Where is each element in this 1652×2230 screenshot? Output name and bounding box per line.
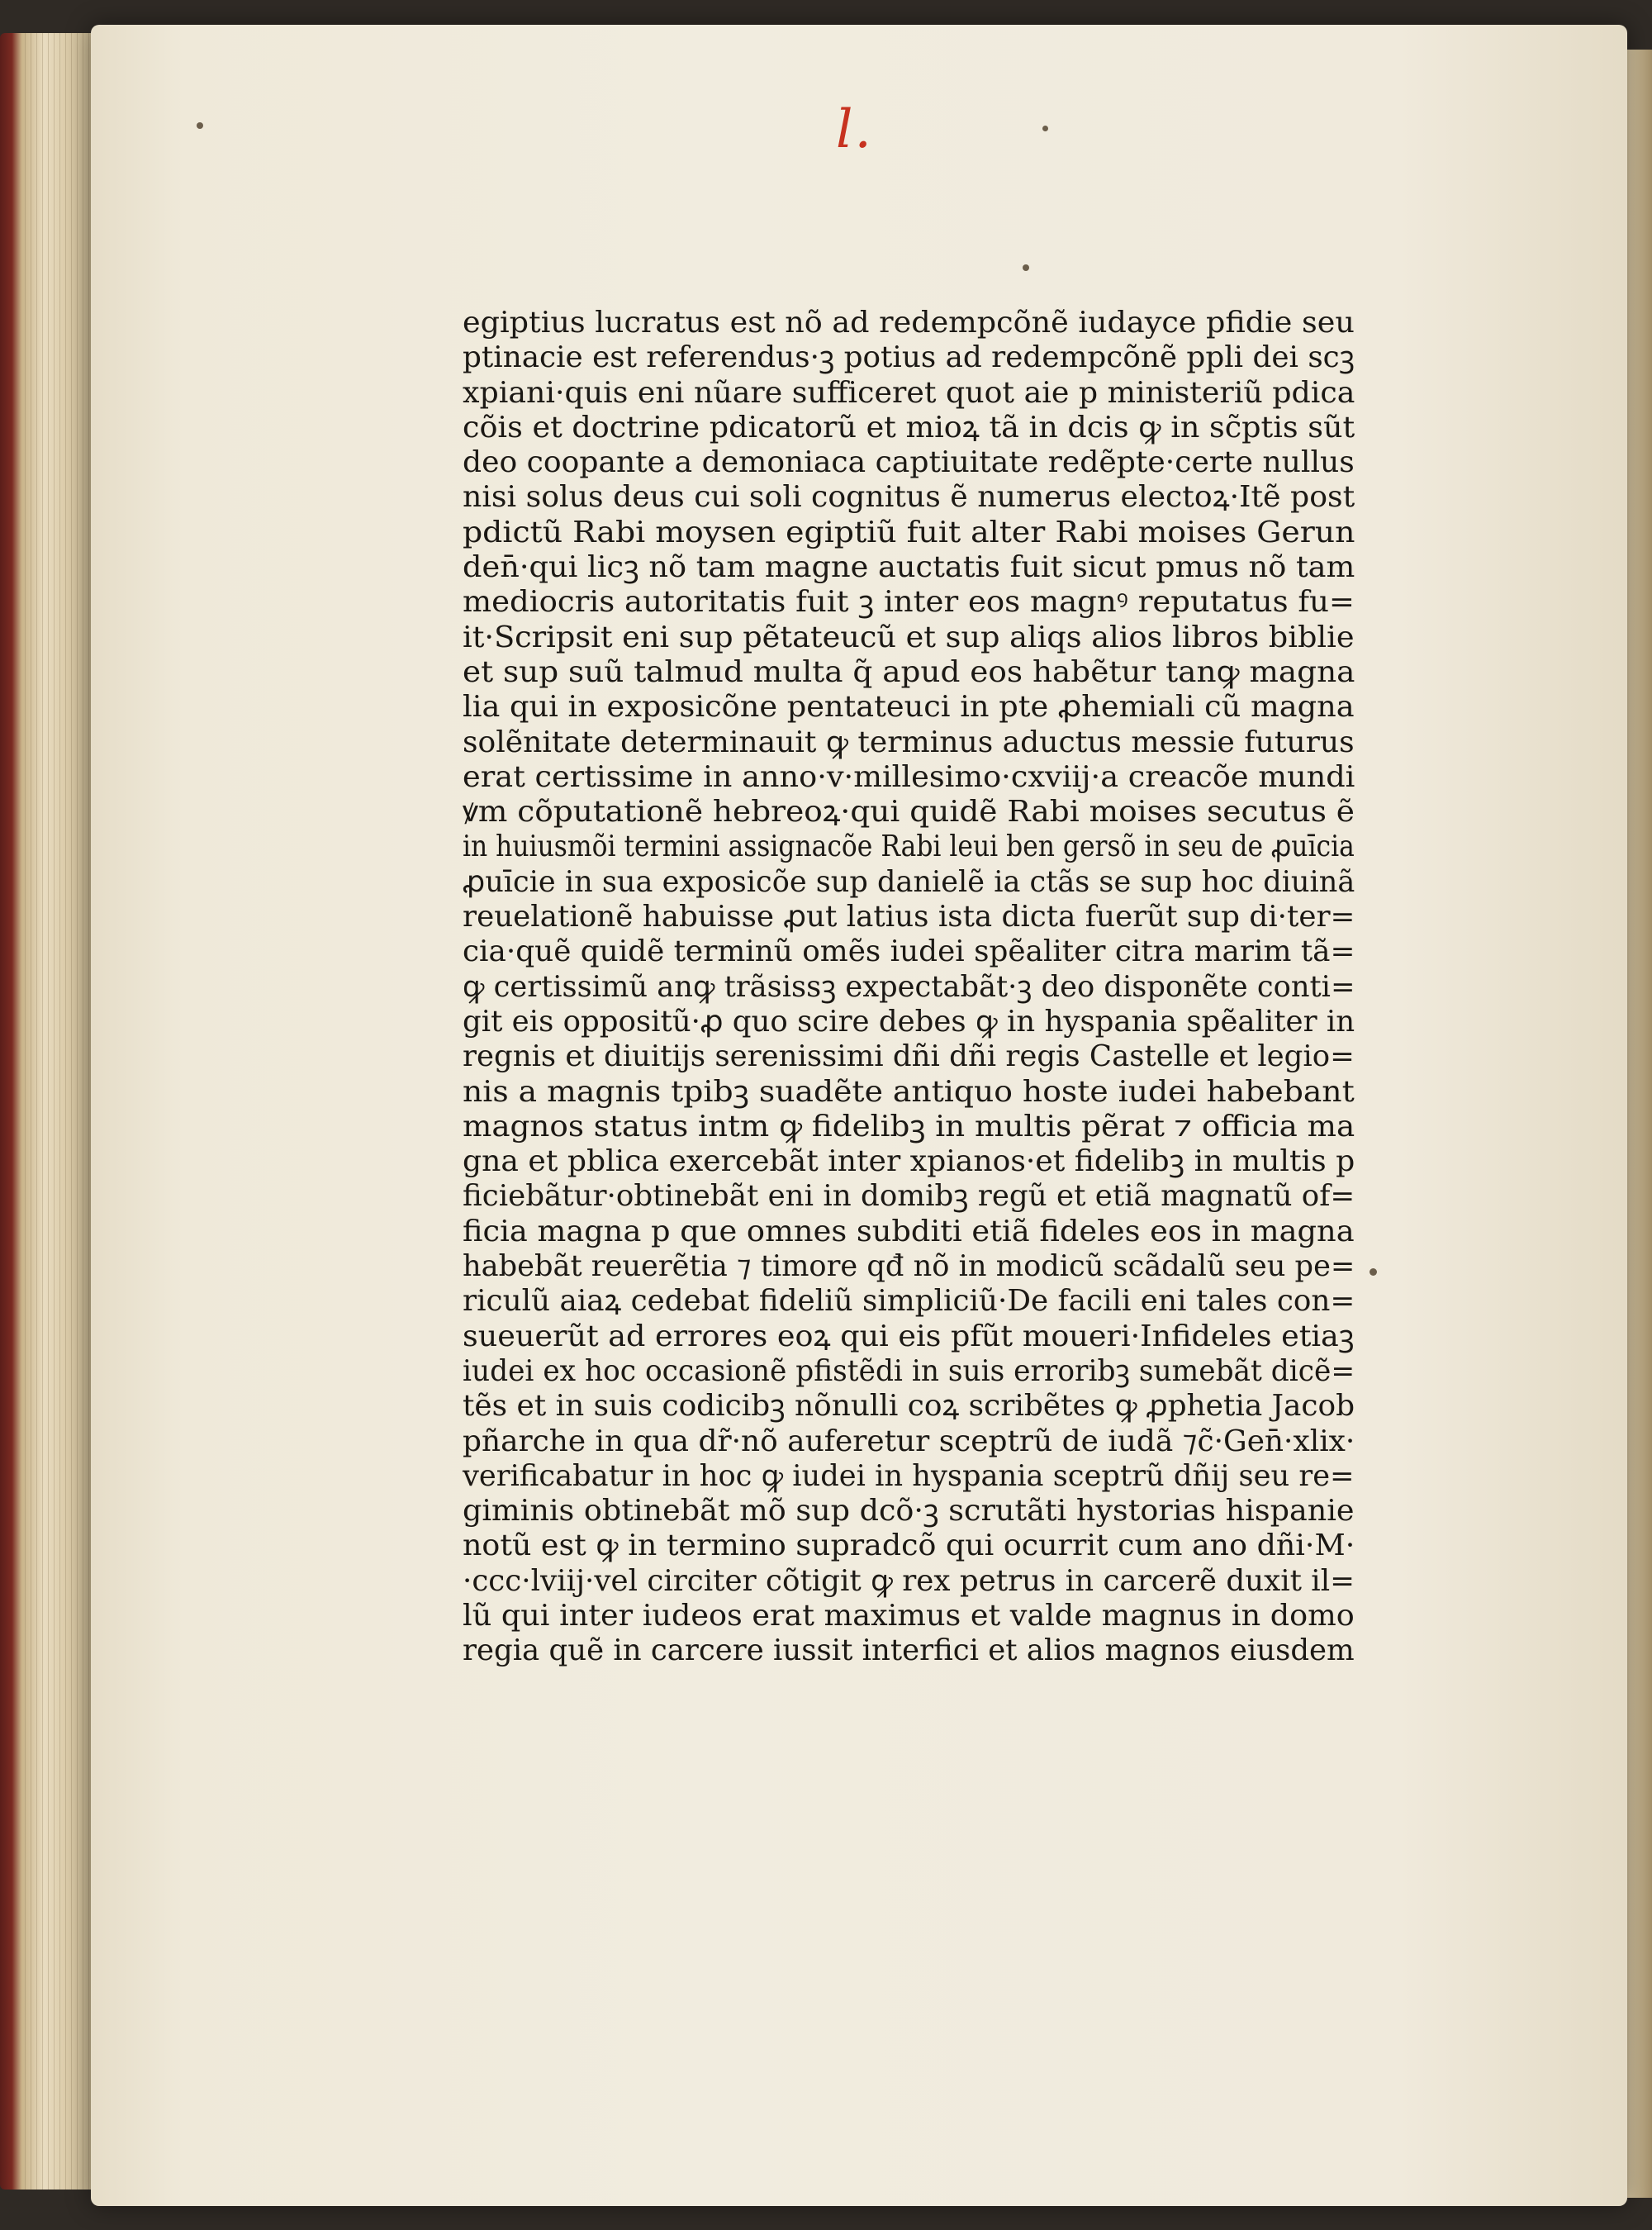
text-line: den̄·qui licꝫ nõ tam magne auctatis fuit sicut pmus nõ tam	[463, 550, 1355, 585]
text-line: erat certissime in anno·v·millesimo·cxviij·a creacõe mundi	[463, 759, 1355, 794]
text-line: tẽs et in suis codicibꝫ nõnulli coꝝ scribẽtes ꝙ ꝓphetia Jacob	[463, 1389, 1355, 1424]
text-line: iudei ex hoc occasionẽ pfistẽdi in suis erroribꝫ sumebãt dicẽ=	[463, 1353, 1355, 1388]
text-line: git eis oppositũ·ꝓ quo scire debes ꝙ in hyspania spẽaliter in	[463, 1004, 1355, 1039]
foxing-spot	[1042, 126, 1048, 131]
text-line: notũ est ꝙ in termino supradcõ qui ocurrit cum ano dñi·M·	[463, 1529, 1355, 1563]
text-line: ꝟm cõputationẽ hebreoꝝ·qui quidẽ Rabi moises secutus ẽ	[463, 795, 1355, 830]
text-line: riculũ aiaꝝ cedebat fideliũ simpliciũ·De facili eni tales con=	[463, 1284, 1355, 1319]
text-line: nis a magnis tpibꝫ suadẽte antiquo hoste iudei habebant	[463, 1074, 1355, 1109]
text-line: giminis obtinebãt mõ sup dcõ·ꝫ scrutãti hystorias hispanie	[463, 1494, 1355, 1529]
text-line: ·ccc·lviij·vel circiter cõtigit ꝙ rex petrus in carcerẽ duxit il=	[463, 1563, 1355, 1598]
text-line: gna et pblica exercebãt inter xpianos·et fidelibꝫ in multis p	[463, 1144, 1355, 1179]
main-text-block	[463, 306, 1355, 1669]
foxing-spot	[1370, 1268, 1377, 1276]
text-line: magnos status intm ꝙ fidelibꝫ in multis pẽrat ⁊ officia ma	[463, 1109, 1355, 1144]
foxing-spot	[1023, 264, 1029, 271]
text-line: mediocris autoritatis fuit ꝫ inter eos magnꝰ reputatus fu=	[463, 585, 1355, 620]
text-line: ficia magna p que omnes subditi etiã fideles eos in magna	[463, 1214, 1355, 1248]
text-line: deo coopante a demoniaca captiuitate redẽpte·certe nullus	[463, 445, 1355, 480]
text-line: ficiebãtur·obtinebãt eni in domibꝫ regũ et etiã magnatũ of=	[463, 1179, 1355, 1214]
text-line: reuelationẽ habuisse ꝓut latius ista dicta fuerũt sup di·ter=	[463, 900, 1355, 934]
text-line: nisi solus deus cui soli cognitus ẽ numerus electoꝝ·Itẽ post	[463, 480, 1355, 515]
text-line: pdictũ Rabi moysen egiptiũ fuit alter Rabi moises Gerun	[463, 515, 1355, 549]
text-line: ꝓuīcie in sua exposicõe sup danielẽ ia ctãs se sup hoc diuinã	[463, 864, 1355, 899]
text-line: xpiani·quis eni nũare sufficeret quot aie p ministeriũ pdica	[463, 375, 1355, 410]
text-line: regia quẽ in carcere iussit interfici et alios magnos eiusdem	[463, 1633, 1355, 1668]
text-line: habebãt reuerẽtia ⁊ timore qđ nõ in modicũ scãdalũ seu pe=	[463, 1249, 1355, 1284]
foxing-spot	[197, 122, 203, 129]
page-edges-left	[0, 33, 99, 2190]
text-line: in huiusmõi termini assignacõe Rabi leui ben gersõ in seu de ꝓuīcia	[463, 830, 1355, 864]
text-line: cia·quẽ quidẽ terminũ omẽs iudei spẽaliter citra marim tã=	[463, 934, 1355, 969]
text-line: it·Scripsit eni sup pẽtateucũ et sup aliqs alios libros biblie	[463, 620, 1355, 654]
text-line: egiptius lucratus est nõ ad redempcõnẽ iudayce pfidie seu	[463, 306, 1355, 340]
text-line: cõis et doctrine pdicatorũ et mioꝝ tã in dcis ꝙ in sc̃ptis sũt	[463, 410, 1355, 445]
text-line: ꝙ certissimũ anꝙ trãsissꝫ expectabãt·ꝫ deo disponẽte conti=	[463, 969, 1355, 1004]
text-line: et sup suũ talmud multa q̃ apud eos habẽtur tanꝙ magna	[463, 654, 1355, 689]
text-line: sueuerũt ad errores eoꝝ qui eis pfũt moueri·Infideles etiaꝫ	[463, 1319, 1355, 1353]
text-line: ptinacie est referendus·ꝫ potius ad redempcõnẽ ppli dei scꝫ	[463, 340, 1355, 375]
text-line: solẽnitate determinauit ꝙ terminus aductus messie futurus	[463, 725, 1355, 759]
folio-number: l.	[836, 99, 873, 160]
text-line: regnis et diuitijs serenissimi dñi dñi regis Castelle et legio=	[463, 1039, 1355, 1074]
text-line: lũ qui inter iudeos erat maximus et valde magnus in domo	[463, 1598, 1355, 1633]
text-line: pñarche in qua dr̃·nõ auferetur sceptrũ de iudã ⁊c̃·Gen̄·xlix·	[463, 1424, 1355, 1458]
text-line: verificabatur in hoc ꝙ iudei in hyspania sceptrũ dñij seu re=	[463, 1458, 1355, 1493]
text-line: lia qui in exposicõne pentateuci in pte ꝓhemiali cũ magna	[463, 690, 1355, 725]
